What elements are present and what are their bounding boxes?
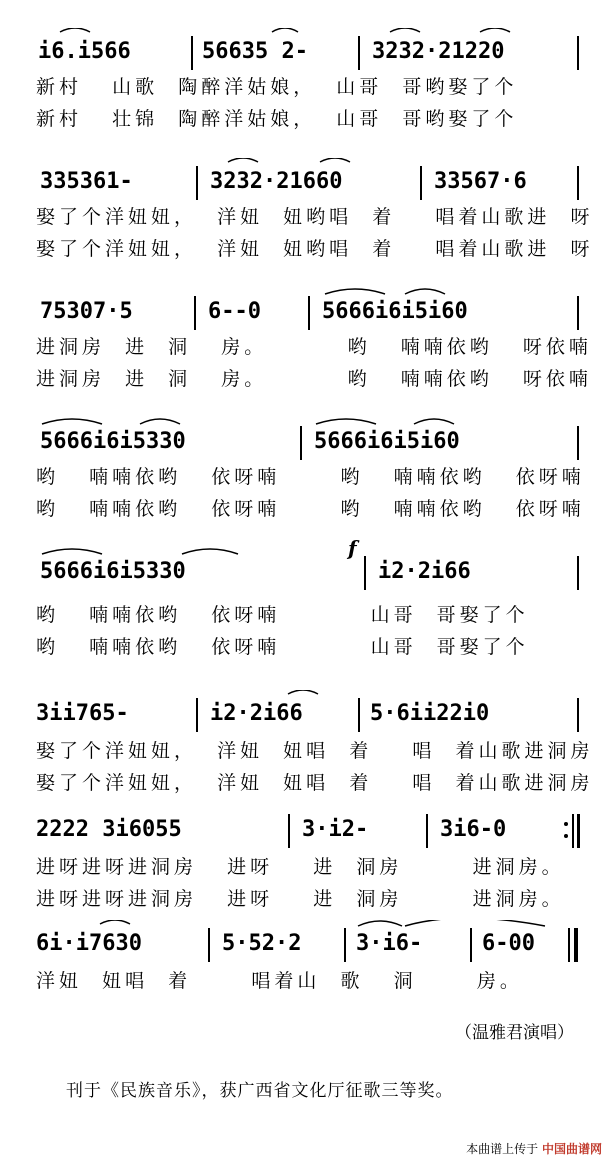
- measure-3-3: 5666i6i5i60: [322, 299, 468, 324]
- measure-6-1: 3ii765-: [36, 701, 129, 726]
- score-system-2: [0, 158, 614, 268]
- barline: [577, 36, 579, 70]
- barline: [308, 296, 310, 330]
- measure-7-3: 3i6-0: [440, 817, 507, 842]
- barline: [420, 166, 422, 200]
- lyric-line: 哟 喃喃依哟 依呀喃 山哥 哥娶了个: [36, 604, 529, 626]
- barline: [577, 296, 579, 330]
- lyric-line: 新村 山歌 陶醉洋姑娘， 山哥 哥哟娶了个: [36, 76, 518, 98]
- system-4-staff: [0, 418, 614, 468]
- barline: [196, 166, 198, 200]
- score-system-5: [0, 536, 614, 668]
- lyric-line: 进洞房 进 洞 房。 哟 喃喃依哟 呀依喃: [36, 368, 592, 390]
- lyric-line: 哟 喃喃依哟 依呀喃 哟 喃喃依哟 依呀喃: [36, 466, 585, 488]
- measure-4-1: 5666i6i5330: [40, 429, 186, 454]
- lyric-line: 娶了个洋妞妞， 洋妞 妞哟唱 着 唱着山歌进 呀: [36, 206, 594, 228]
- barline: [358, 698, 360, 732]
- score-system-8: [0, 920, 614, 1000]
- measure-6-2: i2·2i66: [210, 701, 303, 726]
- system-6-staff: [0, 690, 614, 740]
- score-system-7: [0, 806, 614, 916]
- measure-1-2: 56635 2-: [202, 39, 308, 64]
- score-system-6: [0, 690, 614, 800]
- measure-1-1: i6.i566: [38, 39, 131, 64]
- measure-2-1: 335361-: [40, 169, 133, 194]
- measure-3-1: 75307·5: [40, 299, 133, 324]
- repeat-barline: [572, 814, 574, 848]
- lyric-line: 哟 喃喃依哟 依呀喃 哟 喃喃依哟 依呀喃: [36, 498, 585, 520]
- barline: [191, 36, 193, 70]
- measure-8-1: 6i·i7630: [36, 931, 142, 956]
- score-system-4: [0, 418, 614, 528]
- lyric-line: 娶了个洋妞妞， 洋妞 妞唱 着 唱 着山歌进洞房: [36, 740, 594, 762]
- measure-8-4: 6-00: [482, 931, 535, 956]
- barline: [344, 928, 346, 962]
- system-7-staff: [0, 806, 614, 856]
- lyric-line: 进洞房 进 洞 房。 哟 喃喃依哟 呀依喃: [36, 336, 592, 358]
- measure-7-1: 2222 3i6055: [36, 817, 182, 842]
- measure-3-2: 6--0: [208, 299, 261, 324]
- barline: [300, 426, 302, 460]
- system-1-staff: [0, 28, 614, 78]
- system-3-staff: [0, 288, 614, 338]
- barline: [577, 698, 579, 732]
- measure-8-3: 3·i6-: [356, 931, 423, 956]
- footer-text: 本曲谱上传于: [466, 1142, 539, 1156]
- dynamic-forte: f: [348, 536, 357, 560]
- site-logo[interactable]: 中国曲谱网: [541, 1142, 602, 1156]
- measure-2-2: 3232·21660: [210, 169, 343, 194]
- measure-7-2: 3·i2-: [302, 817, 369, 842]
- score-system-1: [0, 28, 614, 138]
- barline: [208, 928, 210, 962]
- lyric-line: 洋妞 妞唱 着 唱着山 歌 洞 房。: [36, 970, 523, 992]
- measure-4-2: 5666i6i5i60: [314, 429, 460, 454]
- score-system-3: [0, 288, 614, 398]
- lyric-line: 进呀进呀进洞房 进呀 进 洞房 进洞房。: [36, 856, 565, 878]
- barline: [358, 36, 360, 70]
- barline: [577, 426, 579, 460]
- system-8-staff: [0, 920, 614, 970]
- final-barline: [568, 928, 570, 962]
- measure-5-2: i2·2i66: [378, 559, 471, 584]
- measure-6-3: 5·6ii22i0: [370, 701, 490, 726]
- measure-2-3: 33567·6: [434, 169, 527, 194]
- lyric-line: 进呀进呀进洞房 进呀 进 洞房 进洞房。: [36, 888, 565, 910]
- lyric-line: 娶了个洋妞妞， 洋妞 妞哟唱 着 唱着山歌进 呀: [36, 238, 594, 260]
- measure-8-2: 5·52·2: [222, 931, 302, 956]
- measure-1-3: 3232·21220: [372, 39, 505, 64]
- system-5-staff: [0, 548, 614, 598]
- barline: [577, 166, 579, 200]
- lyric-line: 娶了个洋妞妞， 洋妞 妞唱 着 唱 着山歌进洞房: [36, 772, 594, 794]
- performer-credit: （温雅君演唱）: [455, 1023, 574, 1043]
- site-footer: [466, 1140, 602, 1157]
- barline: [288, 814, 290, 848]
- barline: [577, 556, 579, 590]
- lyric-line: 新村 壮锦 陶醉洋姑娘， 山哥 哥哟娶了个: [36, 108, 518, 130]
- barline: [364, 556, 366, 590]
- publication-note: 刊于《民族音乐》，获广西省文化厅征歌三等奖。: [66, 1081, 454, 1101]
- barline: [196, 698, 198, 732]
- system-2-staff: [0, 158, 614, 208]
- lyric-line: 哟 喃喃依哟 依呀喃 山哥 哥娶了个: [36, 636, 529, 658]
- measure-5-1: 5666i6i5330: [40, 559, 186, 584]
- barline: [470, 928, 472, 962]
- barline: [194, 296, 196, 330]
- barline: [426, 814, 428, 848]
